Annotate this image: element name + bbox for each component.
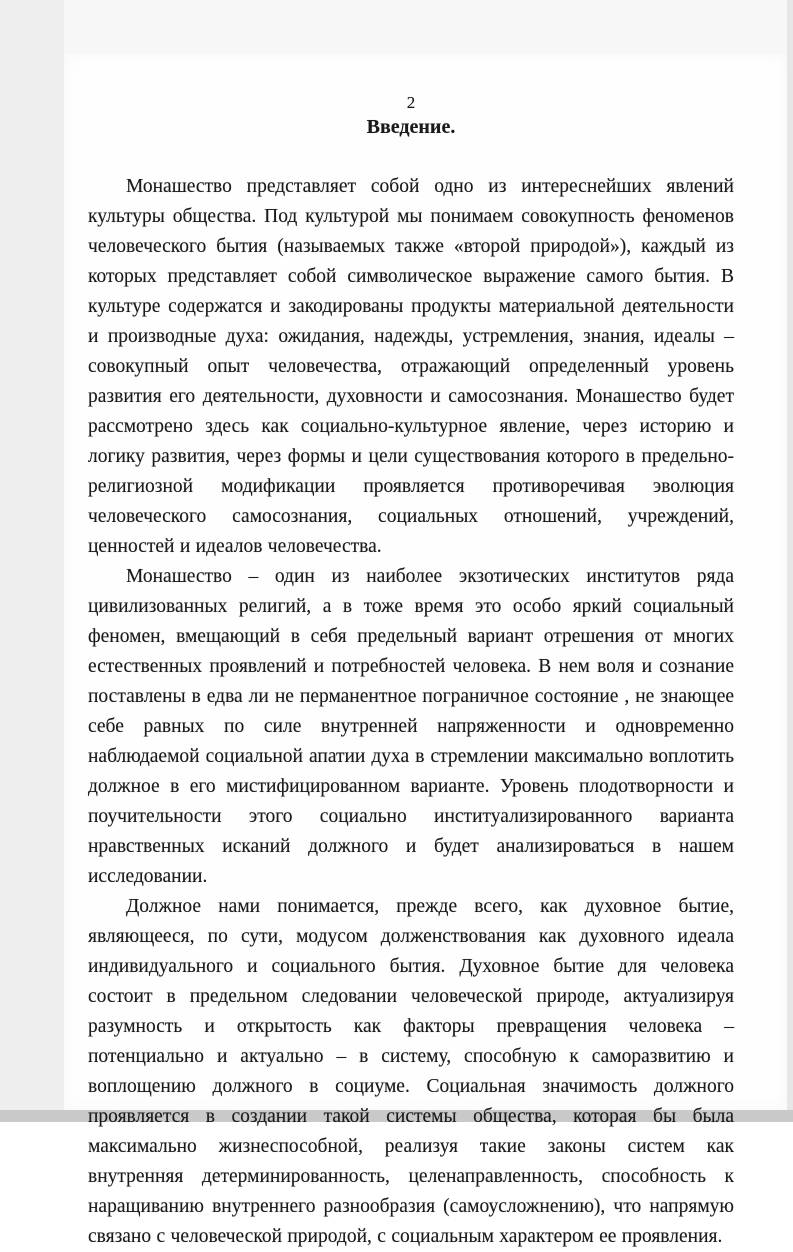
scan-edge-top (0, 0, 793, 54)
paragraph-1: Монашество представляет собой одно из интереснейших явлений культуры общества. Под культурой мы понимаем совокупность феноменов человеческого бытия (называемых также «второй природой»), каждый из которых представляет собой символическое выражение самого бытия. В культуре содержатся и закодированы продукты материальной деятельности и производные духа: ожидания, надежды, устремления, знания, идеалы – совокупный опыт человечества, отражающий определенный уровень развития его деятельности, духовности и самосознания. Монашество будет рассмотрено здесь как социально-культурное явление, через историю и логику развития, через формы и цели существования которого в предельно-религиозной модификации проявляется противоречивая эволюция человеческого самосознания, социальных отношений, учреждений, ценностей и идеалов человечества. (88, 176, 734, 557)
paragraph-2: Монашество – один из наиболее экзотических институтов ряда цивилизованных религий, а в тоже время это особо яркий социальный феномен, вмещающий в себя предельный вариант отрешения от многих естественных проявлений и потребностей человека. В нем воля и сознание поставлены в едва ли не перманентное пограничное состояние , не знающее себе равных по силе внутренней напряженности и одновременно наблюдаемой социальной апатии духа в стремлении максимально воплотить должное в его мистифицированном варианте. Уровень плодотворности и поучительности этого социально институализированного варианта нравственных исканий должного и будет анализироваться в нашем исследовании. (88, 566, 734, 887)
page-number: 2 (406, 93, 416, 112)
scan-edge-right (787, 0, 793, 1122)
paragraph-3: Должное нами понимается, прежде всего, как духовное бытие, являющееся, по сути, модусом долженствования как духовного идеала индивидуального и социального бытия. Духовное бытие для человека состоит в предельном следовании человеческой природе, актуализируя разумность и открытость как факторы превращения человека – потенциально и актуально – в систему, способную к саморазвитию и воплощению должного в социуме. Социальная значимость должного проявляется в создании такой системы общества, которая бы была максимально жизнеспособной, реализуя такие законы систем как внутренняя детерминированность, целенаправленность, способность к наращиванию внутреннего разнообразия (самоусложнению), что напрямую связано с человеческой природой, с социальным характером ее проявления. (88, 896, 734, 1247)
page-content (88, 92, 734, 1252)
page-title: Введение. (366, 116, 456, 138)
scan-edge-left (0, 0, 64, 1122)
